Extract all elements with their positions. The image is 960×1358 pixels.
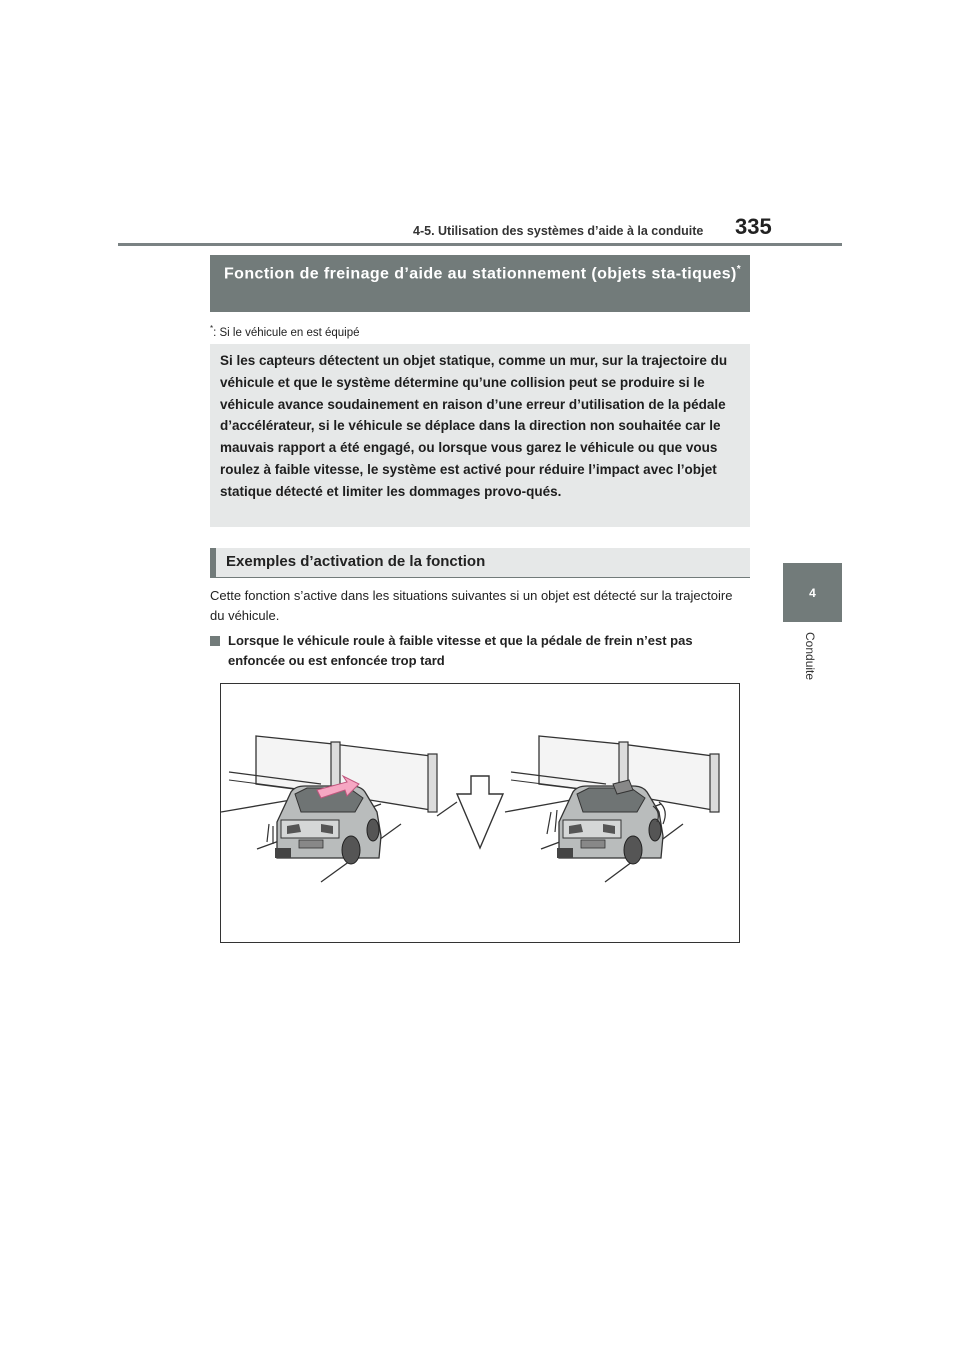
header-rule [118,243,842,246]
body-paragraph: Cette fonction s’active dans les situations suivantes si un objet est détecté sur la trajectoire du véhicule. [210,588,733,623]
scene-right [505,736,719,882]
footnote-text: : Si le véhicule en est équipé [213,326,360,339]
chapter-tab: 4 [783,563,842,622]
footnote-star: * [210,324,214,333]
subheading: Exemples d’activation de la fonction [210,548,750,578]
scene-left [221,736,457,882]
section-heading-text: Fonction de freinage d’aide au stationnement (objets sta-tiques) [224,265,737,283]
footnote-marker: * [736,264,742,275]
bullet-square-icon [210,636,220,646]
intro-text: Si les capteurs détectent un objet statique, comme un mur, sur la trajectoire du véhicule et que le système détermine qu’une collision peut se produire si le véhicule avance soudainement en raison d’une erreur d’utilisation de la pédale d’accélérateur, si le véhicule se déplace dans la direction non souhaitée car le mauvais rapport a été engagé, ou lorsque vous garez le véhicule ou que vous roulez à faible vitesse, le système est activé pour réduire l’impact avec l’objet statique détecté et limiter les dommages provo-qués. [220,353,728,499]
page-number: 335 [735,214,772,239]
bullet-item [210,631,750,671]
transition-arrow-icon [457,776,503,848]
section-heading [210,255,750,312]
chapter-label: Conduite [803,632,817,681]
parking-illustration [221,684,739,942]
intro-box [210,344,750,527]
car-right [557,786,663,864]
illustration-frame [220,683,740,943]
bullet-text: Lorsque le véhicule roule à faible vitesse et que la pédale de frein n’est pas enfoncée ou est enfoncée trop tard [228,633,693,668]
section-title: 4-5. Utilisation des systèmes d’aide à la conduite [413,224,704,238]
footnote [210,324,360,339]
car-left [275,786,381,864]
